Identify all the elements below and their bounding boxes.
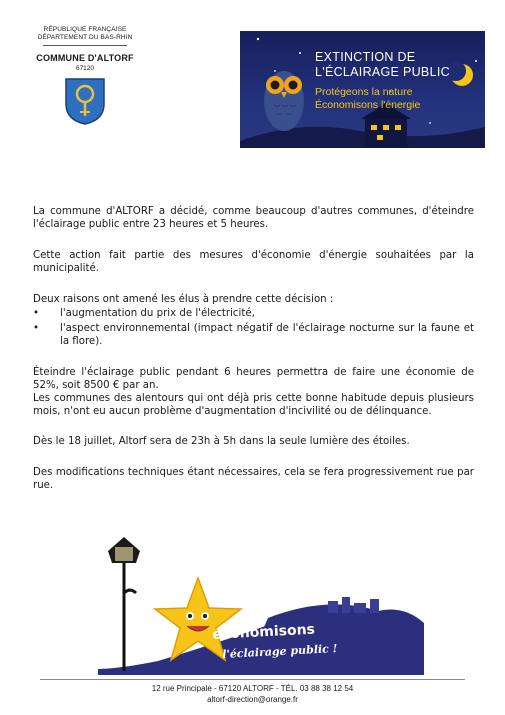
footer-address: 12 rue Principale - 67120 ALTORF - TÉL. 03 88 38 12 54 (151, 684, 354, 693)
paragraph-neighbours: Les communes des alentours qui ont déjà pris cette bonne habitude depuis plusieurs mois, n'ont eu aucun problème d'augmentation d'incivilité ou de délinquance. (33, 393, 474, 417)
header-divider (43, 45, 127, 46)
postal-code: 67120 (75, 65, 95, 72)
illustration-tagline: l'éclairage public ! (222, 641, 338, 661)
commune-name: COMMUNE D'ALTORF (36, 53, 134, 63)
banner-subtitle-line2: Économisons l'énergie (315, 99, 421, 111)
banner-title-line1: EXTINCTION DE (315, 50, 416, 64)
bullet-item: l'augmentation du prix de l'électricité, (60, 308, 255, 319)
paragraph-decision: La commune d'ALTORF a décidé, comme beaucoup d'autres communes, d'éteindre l'éclairage public entre 23 heures et 5 heures. (33, 206, 474, 230)
illustration-headline: économisons (212, 621, 316, 643)
footer-divider (40, 679, 465, 680)
paragraph-savings: Éteindre l'éclairage public pendant 6 heures permettra de faire une économie de 52%, soit 8500 € par an. (33, 367, 474, 391)
department-line: DÉPARTEMENT DU BAS-RHIN (37, 34, 133, 41)
footer-email: altorf-direction@orange.fr (207, 695, 298, 704)
banner-subtitle-line1: Protégeons la nature (315, 86, 413, 98)
paragraph-action: Cette action fait partie des mesures d'économie d'énergie souhaitées par la municipalité. (33, 250, 474, 274)
bullet-marker: • (33, 323, 40, 334)
paragraph-start-date: Dès le 18 juillet, Altorf sera de 23h à 5h dans la seule lumière des étoiles. (33, 436, 410, 447)
coat-of-arms-icon (63, 76, 107, 126)
bullet-marker: • (33, 308, 40, 319)
paragraph-technical: Des modifications techniques étant nécessaires, cela se fera progressivement rue par rue. (33, 467, 474, 491)
banner-title-line2: L'ÉCLAIRAGE PUBLIC (315, 65, 450, 79)
republic-line: RÉPUBLIQUE FRANÇAISE (43, 26, 127, 33)
paragraph-reasons: Deux raisons ont amené les élus à prendre cette décision : (33, 294, 334, 305)
bullet-item: l'aspect environnemental (impact négatif de l'éclairage nocturne sur la faune et la flore). (60, 323, 474, 347)
republic-heading (30, 26, 140, 42)
